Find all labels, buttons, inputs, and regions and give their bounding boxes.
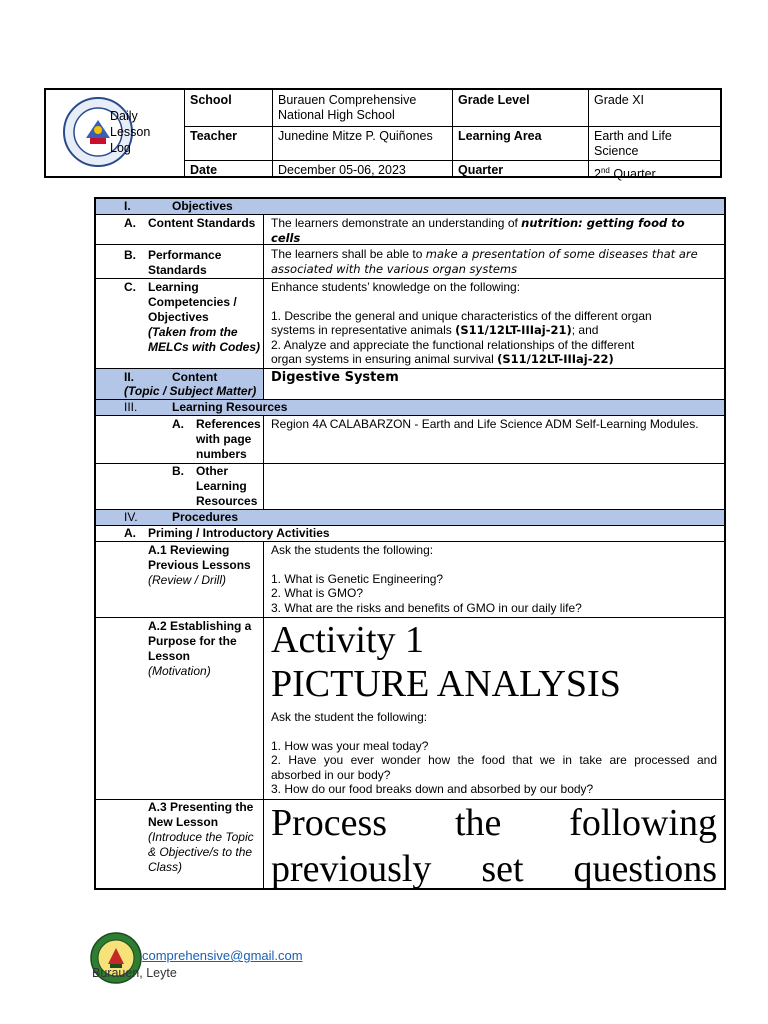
lesson-big-word: Process	[271, 802, 388, 844]
header-logo-cell	[46, 90, 185, 176]
section-title: Objectives	[172, 199, 233, 213]
date-value: December 05-06, 2023	[278, 163, 406, 177]
item-title-line: Other	[196, 464, 229, 478]
row-label-cell	[96, 215, 264, 244]
lesson-big-line	[271, 800, 717, 846]
question-line: 3. What are the risks and benefits of GMO in our daily life?	[271, 600, 582, 615]
section-title: Learning Resources	[172, 400, 288, 414]
item-title-line: with page	[196, 432, 252, 446]
item-title: Content Standards	[148, 216, 256, 230]
item-title-line: A.1 Reviewing	[148, 543, 230, 557]
item-title-line: numbers	[196, 447, 247, 461]
competency-line: 1. Describe the general and unique characteristics of the different organ	[271, 308, 652, 323]
presenting-lesson-row	[96, 800, 724, 888]
item-title-line: Performance	[148, 248, 222, 262]
school-value-line: National High School	[278, 108, 395, 122]
school-label: School	[190, 93, 232, 107]
reference-value: Region 4A CALABARZON - Earth and Life Science ADM Self-Learning Modules.	[271, 417, 699, 431]
school-value-line: Burauen Comprehensive	[278, 93, 417, 107]
teacher-label: Teacher	[190, 129, 238, 143]
item-title-line: Lesson	[148, 649, 191, 663]
lesson-big-word: following	[569, 802, 717, 844]
row-content-cell	[264, 279, 724, 368]
question-line: 3. How do our food breaks down and absorbed by our body?	[271, 782, 594, 797]
section-objectives-row	[96, 199, 724, 215]
item-subtitle-line: (Introduce the Topic	[148, 830, 254, 844]
area-value-line: Earth and Life	[594, 129, 672, 143]
item-subtitle: (Review / Drill)	[148, 573, 226, 587]
topic-value: Digestive System	[271, 370, 399, 385]
item-title-line: Learning	[196, 479, 247, 493]
other-resources-row	[96, 464, 724, 510]
item-letter: A.	[172, 417, 184, 431]
section-resources-row	[96, 400, 724, 416]
item-subtitle	[148, 325, 260, 355]
item-title-line: Previous Lessons	[148, 558, 251, 572]
teacher-value: Junedine Mitze P. Quiñones	[278, 129, 433, 143]
competency-line: 2. Analyze and appreciate the functional relationships of the different	[271, 337, 635, 352]
row-content-cell	[264, 800, 724, 888]
school-value	[272, 91, 452, 125]
lesson-big-word: previously	[271, 848, 432, 890]
row-label-cell	[96, 245, 264, 278]
row-content-cell	[264, 245, 724, 278]
item-subtitle-line: MELCs with Codes)	[148, 340, 261, 354]
activity-heading: Activity 1	[271, 619, 425, 661]
section-content-row	[96, 369, 724, 400]
lesson-big-word: the	[454, 802, 502, 844]
row-label-cell	[96, 369, 264, 399]
item-letter: A.	[124, 216, 136, 230]
section-subtitle: (Topic / Subject Matter)	[124, 384, 257, 398]
item-title-line: References	[196, 417, 261, 431]
question-line: 1. What is Genetic Engineering?	[271, 571, 444, 586]
item-title-line: New Lesson	[148, 815, 219, 829]
performance-standards-row	[96, 245, 724, 279]
section-number: IV.	[124, 510, 138, 524]
content-emphasis: associated with the various organ systems	[271, 261, 518, 276]
question-line: absorbed in our body?	[271, 767, 391, 782]
row-content-cell	[264, 464, 724, 509]
question-line: 2. Have you ever wonder how the food that we in take are processed and	[271, 753, 717, 768]
doc-title-line: Daily	[110, 109, 138, 123]
row-content-cell	[264, 618, 724, 799]
lesson-big-line	[271, 846, 717, 892]
content-standards-row	[96, 215, 724, 245]
item-title: Priming / Introductory Activities	[148, 526, 330, 540]
item-title	[148, 248, 221, 278]
item-title-line: Competencies /	[148, 295, 237, 309]
item-letter: B.	[124, 248, 136, 262]
doc-title	[110, 108, 150, 156]
quarter-label: Quarter	[458, 163, 504, 177]
row-label-cell	[96, 618, 264, 799]
section-number: I.	[124, 199, 131, 213]
item-title-line: Resources	[196, 494, 258, 508]
item-subtitle-line: Class)	[148, 860, 183, 874]
footer-address: Burauen, Leyte	[92, 966, 177, 980]
item-title	[148, 619, 251, 664]
content-emphasis: make a presentation of some diseases that are	[425, 247, 698, 261]
quarter-value	[588, 161, 722, 184]
content-text: Enhance students’ knowledge on the following:	[271, 280, 521, 294]
question-line: 2. What is GMO?	[271, 586, 364, 601]
header-grid	[184, 90, 722, 182]
establishing-purpose-row	[96, 618, 724, 800]
item-title	[196, 464, 257, 509]
section-title: Procedures	[172, 510, 239, 524]
competency-line: organ systems in ensuring animal survival	[271, 352, 498, 367]
item-title	[148, 280, 237, 325]
item-letter: B.	[172, 464, 184, 478]
doc-title-line: Lesson	[110, 125, 151, 139]
content-text: Ask the students the following:	[271, 543, 434, 557]
item-subtitle	[148, 830, 254, 875]
item-title-line: Learning	[148, 280, 199, 294]
area-label: Learning Area	[458, 129, 542, 143]
row-content-cell	[264, 215, 724, 244]
item-subtitle-line: & Objective/s to the	[148, 845, 253, 859]
competency-line: systems in representative animals	[271, 323, 456, 338]
activity-title: PICTURE ANALYSIS	[271, 663, 621, 705]
item-letter: C.	[124, 280, 136, 294]
references-row	[96, 416, 724, 464]
question-line: 1. How was your meal today?	[271, 738, 429, 753]
content-emphasis: cells	[271, 230, 301, 245]
content-emphasis: nutrition: getting food to	[521, 216, 685, 230]
content-text: The learners shall be able to	[271, 247, 426, 261]
item-title-line: Objectives	[148, 310, 209, 324]
item-title-line: Standards	[148, 263, 207, 277]
item-title-line: A.2 Establishing a	[148, 619, 252, 633]
row-content-cell	[264, 542, 724, 617]
date-label: Date	[190, 163, 218, 177]
row-label-cell	[96, 279, 264, 368]
header-table	[44, 88, 722, 182]
item-title-line: A.3 Presenting the	[148, 800, 254, 814]
lesson-big-word: set	[481, 848, 524, 890]
reviewing-row	[96, 542, 724, 618]
content-text: Ask the student the following:	[271, 710, 428, 724]
item-title	[148, 800, 253, 830]
competency-code: (S11/12LT-IIIaj-22)	[497, 352, 614, 367]
area-value-line: Science	[594, 144, 639, 158]
section-number: III.	[124, 400, 138, 414]
item-title	[196, 417, 261, 462]
section-title: Content	[172, 370, 218, 384]
grade-label: Grade Level	[458, 93, 530, 107]
learning-competencies-row	[96, 279, 724, 369]
row-label-cell	[96, 416, 264, 463]
priming-row	[96, 526, 724, 542]
item-subtitle-line: (Taken from the	[148, 325, 238, 339]
item-title	[148, 543, 251, 573]
item-letter: A.	[124, 526, 136, 540]
row-label-cell	[96, 800, 264, 888]
area-value	[588, 127, 722, 161]
section-number: II.	[124, 370, 135, 384]
footer-email-link[interactable]: comprehensive@gmail.com	[142, 948, 303, 963]
item-subtitle: (Motivation)	[148, 664, 211, 678]
lesson-big-word: questions	[573, 848, 717, 890]
content-text: The learners demonstrate an understanding of	[271, 216, 522, 230]
competency-line: ; and	[571, 323, 599, 338]
item-title-line: Purpose for the	[148, 634, 237, 648]
doc-title-line: Log	[110, 141, 131, 155]
section-procedures-row	[96, 510, 724, 526]
quarter-word: Quarter	[609, 167, 656, 182]
row-label-cell	[96, 464, 264, 509]
quarter-number: 2	[594, 167, 601, 182]
lesson-log-table	[94, 197, 726, 890]
row-label-cell	[96, 542, 264, 617]
quarter-suffix: nd	[600, 166, 610, 175]
grade-value: Grade XI	[594, 93, 645, 107]
competency-code: (S11/12LT-IIIaj-21)	[455, 323, 572, 338]
